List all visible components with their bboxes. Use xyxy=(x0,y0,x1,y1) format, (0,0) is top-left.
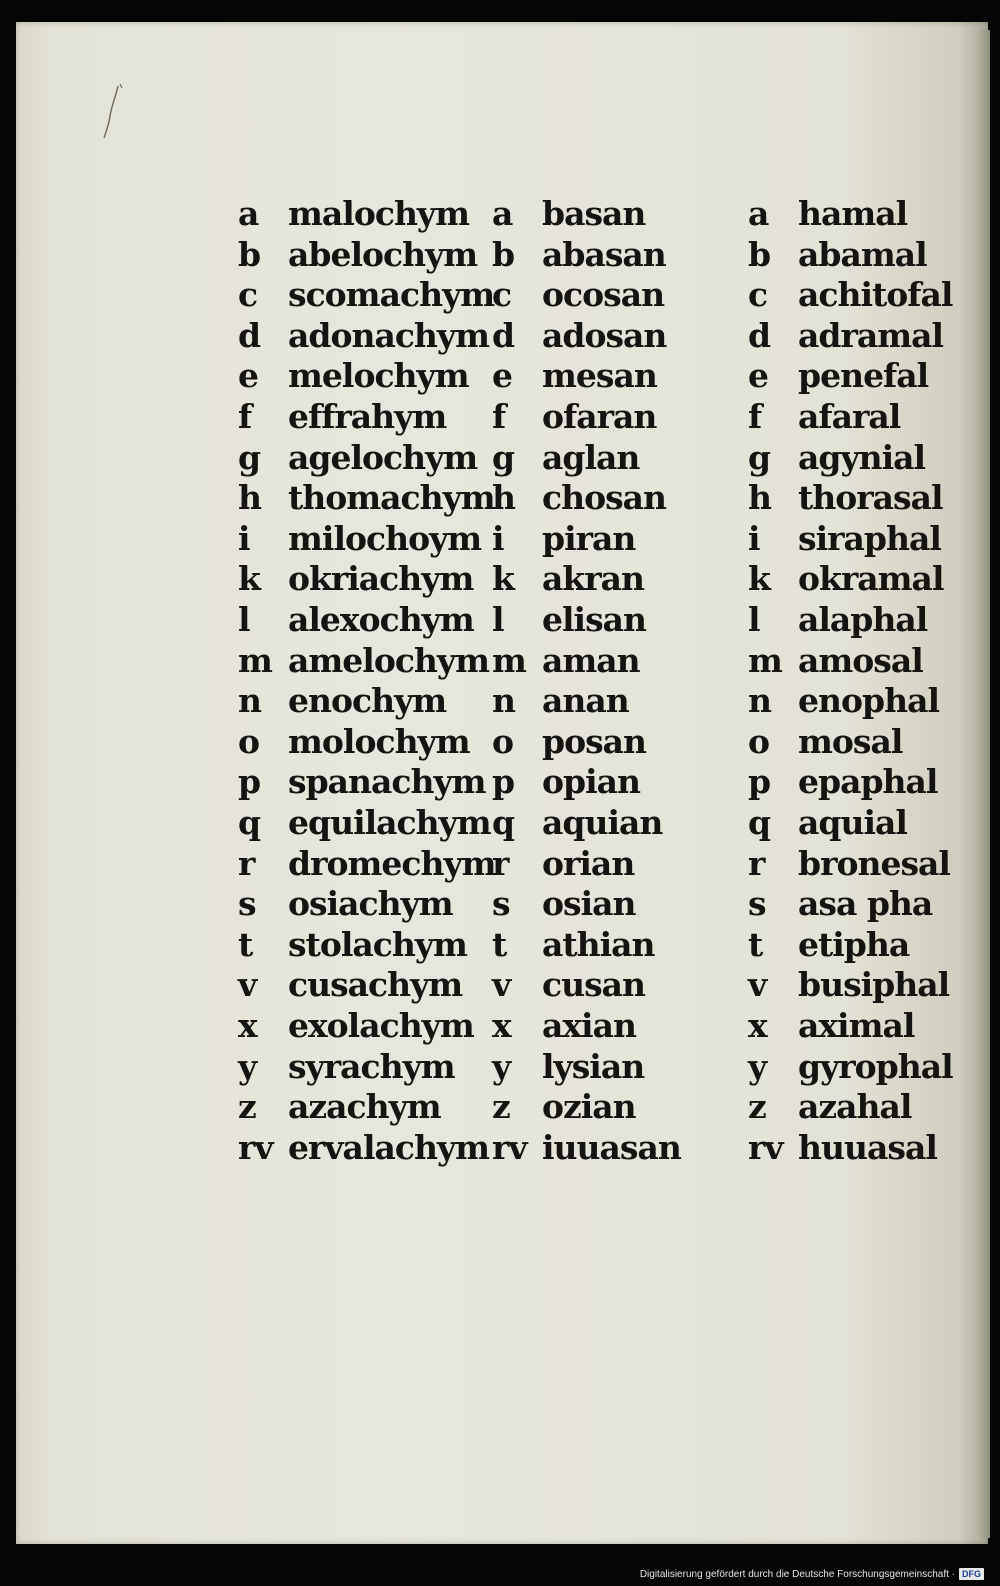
word-cell-w1: osiachym xyxy=(288,884,453,924)
letter-cell-c3: v xyxy=(748,965,767,1005)
word-cell-w1: malochym xyxy=(288,194,470,233)
word-cell-w3: okramal xyxy=(798,559,944,599)
letter-cell-c2: a xyxy=(492,194,513,233)
alphabet-table xyxy=(230,193,970,1183)
letter-cell-c1: p xyxy=(238,762,261,802)
word-cell-w2: abasan xyxy=(542,234,666,274)
word-cell-w2: lysian xyxy=(542,1046,645,1086)
word-cell-w1: adonachym xyxy=(288,315,490,355)
word-cell-w3: busiphal xyxy=(798,965,950,1005)
letter-cell-c1: k xyxy=(238,559,260,599)
word-cell-w3: etipha xyxy=(798,924,910,964)
letter-cell-c1: z xyxy=(238,1087,256,1127)
table-row xyxy=(230,396,970,437)
letter-cell-c1: g xyxy=(238,437,261,477)
pen-mark xyxy=(100,82,126,142)
word-cell-w2: cusan xyxy=(542,965,646,1005)
table-row xyxy=(230,1086,970,1127)
letter-cell-c3: p xyxy=(748,762,771,802)
word-cell-w2: iuuasan xyxy=(542,1127,681,1167)
page-edge xyxy=(976,30,990,1538)
table-row xyxy=(230,843,970,884)
letter-cell-c1: c xyxy=(238,275,258,315)
word-cell-w1: amelochym xyxy=(288,640,490,680)
letter-cell-c2: r xyxy=(492,843,509,883)
word-cell-w1: dromechym xyxy=(288,843,496,883)
letter-cell-c2: q xyxy=(492,803,515,842)
table-row xyxy=(230,558,970,599)
letter-cell-c2: i xyxy=(492,518,504,558)
letter-cell-c1: f xyxy=(238,397,252,436)
word-cell-w1: stolachym xyxy=(288,924,467,964)
word-cell-w3: aximal xyxy=(798,1006,915,1045)
table-row xyxy=(230,355,970,396)
word-cell-w2: chosan xyxy=(542,478,667,518)
letter-cell-c2: e xyxy=(492,356,512,396)
letter-cell-c1: n xyxy=(238,681,261,721)
word-cell-w1: effrahym xyxy=(288,397,447,436)
table-row xyxy=(230,234,970,275)
table-row xyxy=(230,964,970,1005)
table-row xyxy=(230,1127,970,1168)
letter-cell-c3: d xyxy=(748,315,771,355)
word-cell-w1: equilachym xyxy=(288,803,491,842)
letter-cell-c3: c xyxy=(748,275,768,315)
dfg-logo: DFG xyxy=(959,1568,984,1580)
word-cell-w1: milochoym xyxy=(288,518,482,558)
word-cell-w3: enophal xyxy=(798,681,939,721)
table-row xyxy=(230,802,970,843)
word-cell-w3: adramal xyxy=(798,315,944,355)
word-cell-w2: akran xyxy=(542,559,645,599)
word-cell-w3: asa pha xyxy=(798,884,933,924)
letter-cell-c1: b xyxy=(238,234,261,274)
letter-cell-c2: l xyxy=(492,600,504,639)
table-row xyxy=(230,924,970,965)
letter-cell-c2: n xyxy=(492,681,515,721)
letter-cell-c3: rv xyxy=(748,1127,783,1167)
word-cell-w1: cusachym xyxy=(288,965,463,1005)
word-cell-w3: amosal xyxy=(798,640,923,680)
table-row xyxy=(230,315,970,356)
letter-cell-c2: b xyxy=(492,234,515,274)
table-row xyxy=(230,274,970,315)
word-cell-w3: gyrophal xyxy=(798,1046,953,1086)
letter-cell-c1: r xyxy=(238,843,255,883)
word-cell-w2: ofaran xyxy=(542,397,657,436)
footer xyxy=(640,1566,984,1582)
table-row xyxy=(230,437,970,478)
word-cell-w1: ervalachym xyxy=(288,1127,490,1167)
table-row xyxy=(230,599,970,640)
letter-cell-c1: h xyxy=(238,478,261,518)
word-cell-w3: agynial xyxy=(798,437,926,477)
letter-cell-c2: h xyxy=(492,478,515,518)
word-cell-w2: orian xyxy=(542,843,635,883)
letter-cell-c1: q xyxy=(238,803,261,842)
word-cell-w2: axian xyxy=(542,1006,636,1045)
table-row xyxy=(230,1005,970,1046)
letter-cell-c1: y xyxy=(238,1046,257,1086)
word-cell-w2: mesan xyxy=(542,356,657,396)
letter-cell-c2: v xyxy=(492,965,511,1005)
word-cell-w2: aman xyxy=(542,640,640,680)
table-row xyxy=(230,477,970,518)
word-cell-w3: hamal xyxy=(798,194,908,233)
word-cell-w2: aquian xyxy=(542,803,663,842)
letter-cell-c3: r xyxy=(748,843,765,883)
letter-cell-c3: a xyxy=(748,194,769,233)
word-cell-w3: abamal xyxy=(798,234,927,274)
letter-cell-c1: o xyxy=(238,721,260,761)
letter-cell-c3: i xyxy=(748,518,760,558)
word-cell-w2: elisan xyxy=(542,600,647,639)
word-cell-w1: exolachym xyxy=(288,1006,474,1045)
word-cell-w1: syrachym xyxy=(288,1046,455,1086)
word-cell-w3: mosal xyxy=(798,721,903,761)
letter-cell-c3: n xyxy=(748,681,771,721)
word-cell-w3: siraphal xyxy=(798,518,941,558)
word-cell-w3: epaphal xyxy=(798,762,938,802)
word-cell-w1: thomachym xyxy=(288,478,495,518)
footer-credit: Digitalisierung gefördert durch die Deutsche Forschungsgemeinschaft · xyxy=(639,1568,955,1580)
word-cell-w3: alaphal xyxy=(798,600,928,639)
letter-cell-c3: o xyxy=(748,721,770,761)
letter-cell-c2: d xyxy=(492,315,515,355)
letter-cell-c2: rv xyxy=(492,1127,527,1167)
word-cell-w2: ozian xyxy=(542,1087,636,1127)
letter-cell-c1: a xyxy=(238,194,259,233)
word-cell-w3: huuasal xyxy=(798,1127,937,1167)
word-cell-w1: enochym xyxy=(288,681,447,721)
word-cell-w3: afaral xyxy=(798,397,901,436)
letter-cell-c1: l xyxy=(238,600,250,639)
letter-cell-c1: x xyxy=(238,1006,257,1045)
letter-cell-c1: t xyxy=(238,924,253,964)
word-cell-w2: anan xyxy=(542,681,629,721)
word-cell-w2: piran xyxy=(542,518,636,558)
word-cell-w1: azachym xyxy=(288,1087,441,1127)
letter-cell-c1: e xyxy=(238,356,258,396)
letter-cell-c3: y xyxy=(748,1046,767,1086)
letter-cell-c3: b xyxy=(748,234,771,274)
letter-cell-c3: k xyxy=(748,559,770,599)
letter-cell-c1: rv xyxy=(238,1127,273,1167)
letter-cell-c3: q xyxy=(748,803,771,842)
letter-cell-c2: c xyxy=(492,275,512,315)
letter-cell-c2: o xyxy=(492,721,514,761)
table-row xyxy=(230,680,970,721)
letter-cell-c3: t xyxy=(748,924,763,964)
letter-cell-c3: l xyxy=(748,600,760,639)
word-cell-w1: scomachym xyxy=(288,275,495,315)
word-cell-w1: alexochym xyxy=(288,600,474,639)
table-row xyxy=(230,640,970,681)
table-row xyxy=(230,193,970,234)
letter-cell-c2: s xyxy=(492,884,510,924)
word-cell-w3: achitofal xyxy=(798,275,953,315)
word-cell-w2: basan xyxy=(542,194,646,233)
table-row xyxy=(230,518,970,559)
word-cell-w2: adosan xyxy=(542,315,667,355)
letter-cell-c3: e xyxy=(748,356,768,396)
word-cell-w3: bronesal xyxy=(798,843,950,883)
table-row xyxy=(230,883,970,924)
letter-cell-c2: x xyxy=(492,1006,511,1045)
word-cell-w3: thorasal xyxy=(798,478,943,518)
word-cell-w2: ocosan xyxy=(542,275,665,315)
word-cell-w1: abelochym xyxy=(288,234,478,274)
letter-cell-c3: x xyxy=(748,1006,767,1045)
letter-cell-c1: s xyxy=(238,884,256,924)
word-cell-w2: opian xyxy=(542,762,640,802)
letter-cell-c3: g xyxy=(748,437,771,477)
word-cell-w2: posan xyxy=(542,721,647,761)
letter-cell-c2: z xyxy=(492,1087,510,1127)
letter-cell-c1: d xyxy=(238,315,261,355)
table-row xyxy=(230,1046,970,1087)
word-cell-w1: okriachym xyxy=(288,559,474,599)
letter-cell-c3: z xyxy=(748,1087,766,1127)
word-cell-w2: osian xyxy=(542,884,636,924)
letter-cell-c2: p xyxy=(492,762,515,802)
letter-cell-c2: g xyxy=(492,437,515,477)
letter-cell-c1: i xyxy=(238,518,250,558)
letter-cell-c2: f xyxy=(492,397,506,436)
letter-cell-c2: t xyxy=(492,924,507,964)
letter-cell-c1: v xyxy=(238,965,257,1005)
letter-cell-c3: h xyxy=(748,478,771,518)
word-cell-w3: penefal xyxy=(798,356,929,396)
letter-cell-c2: y xyxy=(492,1046,511,1086)
word-cell-w3: azahal xyxy=(798,1087,912,1127)
table-row xyxy=(230,721,970,762)
word-cell-w3: aquial xyxy=(798,803,907,842)
table-row xyxy=(230,761,970,802)
word-cell-w2: athian xyxy=(542,924,655,964)
word-cell-w1: agelochym xyxy=(288,437,478,477)
word-cell-w1: molochym xyxy=(288,721,470,761)
word-cell-w1: spanachym xyxy=(288,762,486,802)
letter-cell-c2: k xyxy=(492,559,514,599)
letter-cell-c1: m xyxy=(238,640,272,680)
letter-cell-c3: s xyxy=(748,884,766,924)
letter-cell-c2: m xyxy=(492,640,526,680)
word-cell-w1: melochym xyxy=(288,356,469,396)
letter-cell-c3: f xyxy=(748,397,762,436)
word-cell-w2: aglan xyxy=(542,437,640,477)
letter-cell-c3: m xyxy=(748,640,782,680)
